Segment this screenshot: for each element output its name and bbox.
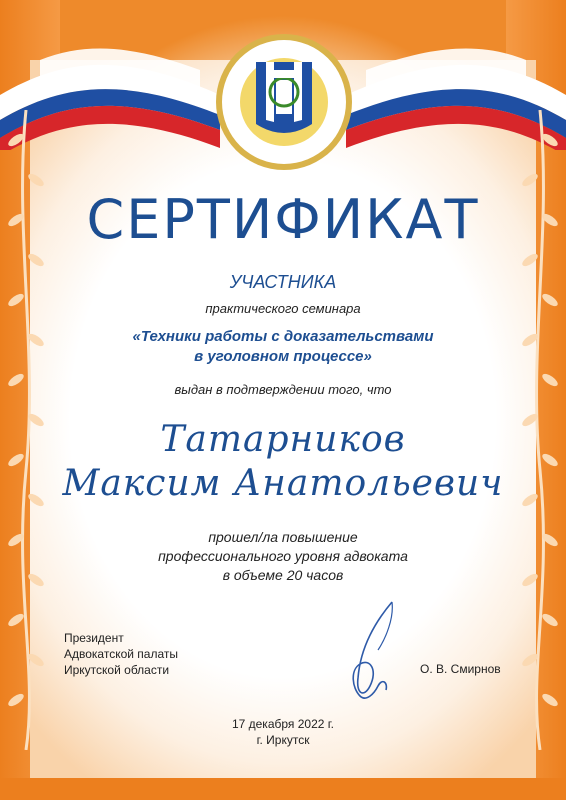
issued-text: выдан в подтверждении того, что [174, 382, 392, 397]
position-line3: Иркутской области [64, 663, 170, 677]
seminar-name-line2: в уголовном процессе» [194, 348, 372, 365]
position-line1: Президент [64, 631, 124, 645]
handwritten-signature [330, 598, 410, 708]
seminar-name [0, 327, 566, 367]
frame-bottom [0, 778, 566, 800]
seminar-name-line1: «Техники работы с доказательствами [132, 328, 434, 345]
body-line2: профессионального уровня адвоката [158, 548, 408, 564]
recipient-given-names: Максим Анатольевич [62, 463, 504, 504]
body-line3: в объеме 20 часов [222, 567, 344, 583]
issue-date-place [0, 716, 566, 748]
signer-position [64, 630, 178, 678]
recipient-surname: Татарников [160, 419, 406, 460]
signer-name: О. В. Смирнов [420, 662, 501, 676]
certificate-subtitle: УЧАСТНИКА [229, 272, 337, 292]
certificate-body [0, 528, 566, 585]
body-line1: прошел/ла повышение [208, 529, 358, 545]
position-line2: Адвокатской палаты [64, 647, 179, 661]
issue-date: 17 декабря 2022 г. [231, 717, 335, 731]
issue-city: г. Иркутск [256, 733, 310, 747]
seminar-label: практического семинара [205, 301, 361, 316]
recipient-name [0, 418, 566, 506]
certificate-title: СЕРТИФИКАТ [86, 188, 480, 251]
bar-association-emblem [214, 32, 354, 172]
